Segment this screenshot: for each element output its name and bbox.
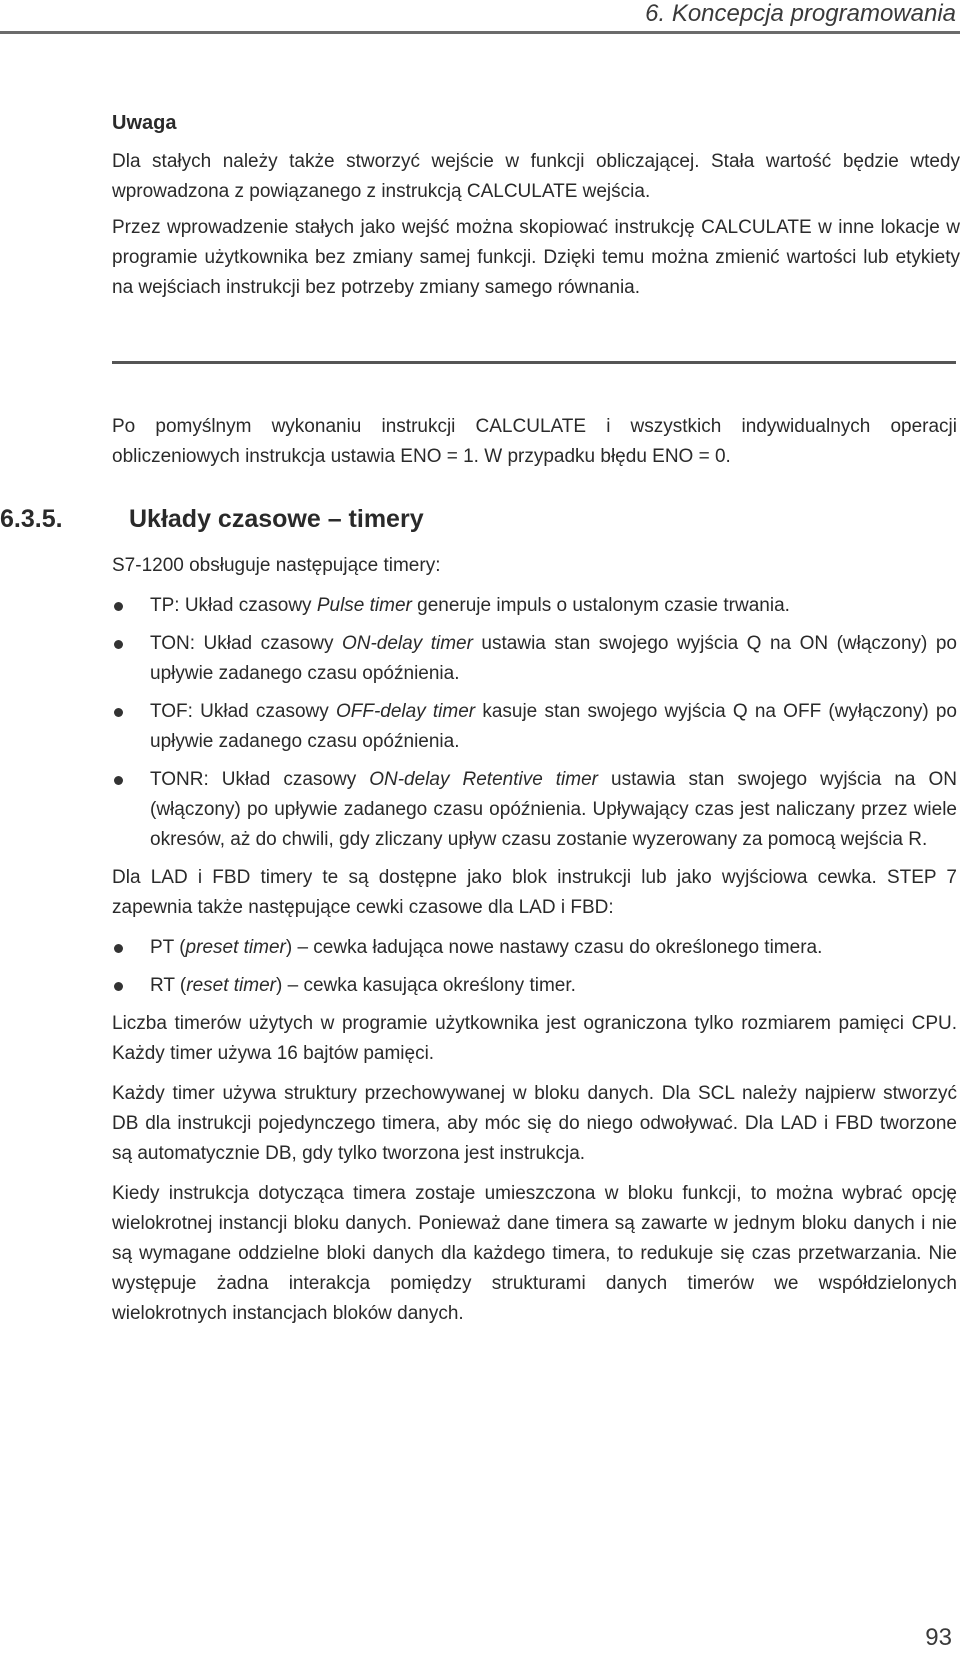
paragraph: Liczba timerów użytych w programie użytkownika jest ograniczona tylko rozmiarem pamięci CPU. Każdy timer używa 16 bajtów pamięci. [112, 1013, 957, 1064]
page-number: 93 [925, 1624, 952, 1651]
bullet-icon [114, 602, 123, 611]
lad-fbd-paragraph: Dla LAD i FBD timery te są dostępne jako blok instrukcji lub jako wyjściowa cewka. STEP 7 zapewnia także następujące cewki czasowe dla LAD i FBD: [112, 867, 957, 918]
timer-list [112, 591, 957, 855]
note-box [112, 112, 960, 309]
coil-list [112, 933, 957, 1001]
bullet-icon [114, 944, 123, 953]
calculate-result-paragraph [112, 412, 957, 472]
bullet-icon [114, 708, 123, 717]
list-item: TP: Układ czasowy Pulse timer generuje impuls o ustalonym czasie trwania. [112, 591, 957, 621]
note-paragraph: Dla stałych należy także stworzyć wejście w funkcji obliczającej. Stała wartość będzie wtedy wprowadzona z powiązanego z instrukcją CALCULATE wejścia. [112, 151, 960, 202]
list-item: TOF: Układ czasowy OFF-delay timer kasuje stan swojego wyjścia Q na OFF (wyłączony) po upływie zadanego czasu opóźnienia. [112, 697, 957, 757]
bullet-icon [114, 776, 123, 785]
section-number: 6.3.5. [0, 505, 63, 533]
chapter-header: 6. Koncepcja programowania [645, 0, 956, 27]
paragraph: Kiedy instrukcja dotycząca timera zostaje umieszczona w bloku funkcji, to można wybrać opcję wielokrotnej instancji bloku danych. Ponieważ dane timera są zawarte w jednym bloku danych i nie są wymagane oddzielne bloki danych dla każdego timera, to redukuje się czas przetwarzania. Nie występuje żadna interakcja pomiędzy strukturami danych timerów we współdzielonych wielokrotnych instancjach bloków danych. [112, 1183, 957, 1324]
bullet-icon [114, 982, 123, 991]
list-item: RT (reset timer) – cewka kasująca określony timer. [112, 971, 957, 1001]
note-divider [112, 361, 956, 364]
list-item: TON: Układ czasowy ON-delay timer ustawia stan swojego wyjścia Q na ON (włączony) po upływie zadanego czasu opóźnienia. [112, 629, 957, 689]
section-body [112, 551, 957, 1339]
note-title: Uwaga [112, 112, 177, 134]
list-item: PT (preset timer) – cewka ładująca nowe nastawy czasu do określonego timera. [112, 933, 957, 963]
paragraph: Po pomyślnym wykonaniu instrukcji CALCULATE i wszystkich indywidualnych operacji obliczeniowych instrukcja ustawia ENO = 1. W przypadku błędu ENO = 0. [112, 416, 957, 467]
timers-intro: S7-1200 obsługuje następujące timery: [112, 555, 441, 576]
list-item: TONR: Układ czasowy ON-delay Retentive timer ustawia stan swojego wyjścia na ON (włączony) po upływie zadanego czasu opóźnienia. Upływający czas jest naliczany przez wiele okresów, aż do chwili, gdy zliczany upływ czasu zostanie wyzerowany za pomocą wejścia R. [112, 765, 957, 855]
bullet-icon [114, 640, 123, 649]
header-rule [0, 31, 960, 34]
section-title: Układy czasowe – timery [129, 505, 424, 533]
paragraph: Każdy timer używa struktury przechowywanej w bloku danych. Dla SCL należy najpierw stworzyć DB dla instrukcji pojedynczego timera, aby móc się do niego odwoływać. Dla LAD i FBD tworzone są automatycznie DB, gdy tylko tworzona jest instrukcja. [112, 1083, 957, 1164]
note-paragraph: Przez wprowadzenie stałych jako wejść można skopiować instrukcję CALCULATE w inne lokacje w programie użytkownika bez zmiany samej funkcji. Dzięki temu można zmienić wartości lub etykiety na wejściach instrukcji bez potrzeby zmiany samego równania. [112, 217, 960, 298]
